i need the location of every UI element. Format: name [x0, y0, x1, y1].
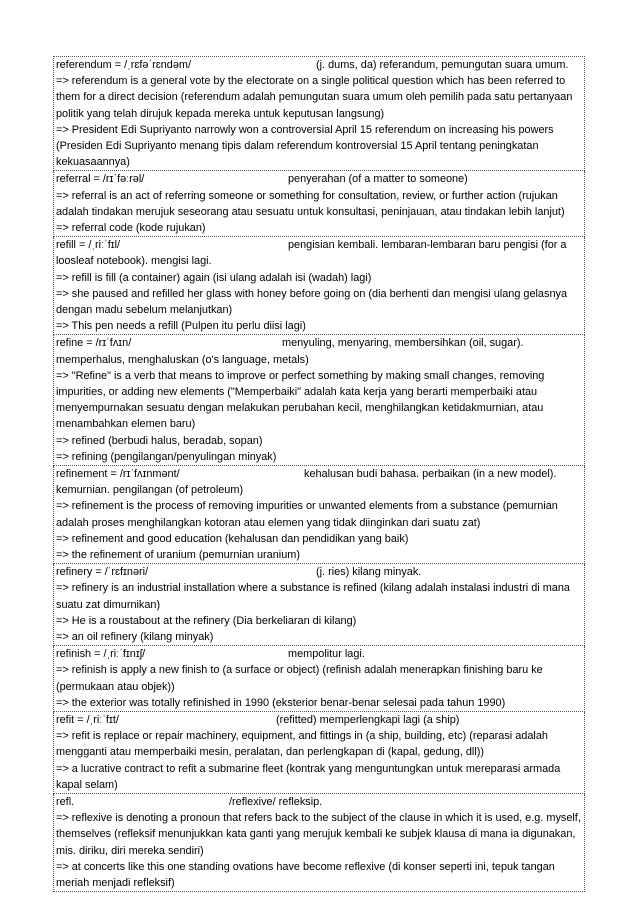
example-line: => the refinement of uranium (pemurnian uranium) [56, 549, 300, 562]
entry-header [56, 57, 582, 73]
entry-refit [53, 712, 585, 794]
headword: refine = /rɪˈfʌɪn/ [56, 337, 132, 350]
headword: refill = /ˌriːˈfɪl/ [56, 239, 121, 252]
definition: pengisian kembali. lembaran-lembaran baru pengisi (for a [288, 239, 567, 252]
definition: penyerahan (of a matter to someone) [288, 173, 468, 186]
entry-header [56, 237, 582, 253]
definition: menyuling, menyaring, membersihkan (oil, sugar). [282, 337, 524, 350]
entry-header [56, 646, 582, 662]
definition: mempolitur lagi. [288, 648, 365, 661]
definition-continuation: memperhalus, menghaluskan (o's language, metals) [56, 353, 309, 366]
example-line: => refill is fill (a container) again (isi ulang adalah isi (wadah) lagi) [56, 271, 372, 284]
example-line: => the exterior was totally refinished in 1990 (eksterior benar-benar selesai pada tahun 1990) [56, 696, 506, 709]
entry-refill [53, 237, 585, 335]
definition: (j. ries) kilang minyak. [316, 566, 422, 579]
example-line: => He is a roustabout at the refinery (Dia berkeliaran di kilang) [56, 614, 357, 627]
headword: referral = /rɪˈfəːrəl/ [56, 173, 145, 186]
example-line: => refinery is an industrial installation where a substance is refined (kilang adalah instalasi industri di mana suatu zat dimurnikan) [56, 582, 570, 611]
entry-header [56, 712, 582, 728]
example-line: => refining (pengilangan/penyulingan minyak) [56, 450, 277, 463]
definition-continuation: loosleaf notebook). mengisi lagi. [56, 255, 212, 268]
headword: refit = /ˌriːˈfɪt/ [56, 714, 119, 727]
dictionary-page [53, 56, 585, 892]
entry-header [56, 794, 582, 810]
headword: refinery = /ˈrɛfɪnəri/ [56, 566, 149, 579]
definition-continuation: kemurnian. pengilangan (of petroleum) [56, 484, 244, 497]
headword: refinish = /ˌriːˈfɪnɪʃ/ [56, 648, 146, 661]
example-line: => referendum is a general vote by the electorate on a single political question which has been referred to them for a direct decision (referendum adalah pemungutan suara umum oleh pemilih pada satu pertanyaan politik yang telah dirujuk kepada mereka untuk keputusan langsung) [56, 75, 573, 120]
example-line: => referral is an act of referring someone or something for consultation, review, or further action (rujukan adalah tindakan merujuk seseorang atau sesuatu untuk konsultasi, peninjauan, atau tindakan lebih lanjut) [56, 189, 565, 218]
example-line: => she paused and refilled her glass with honey before going on (dia berhenti dan mengisi ulang gelasnya dengan madu sebelum melanjutkan) [56, 287, 567, 316]
example-line: => an oil refinery (kilang minyak) [56, 631, 214, 644]
entry-refinery [53, 564, 585, 646]
entry-referral [53, 171, 585, 237]
entry-header [56, 335, 582, 351]
entry-refinish [53, 646, 585, 712]
definition: (refitted) memperlengkapi lagi (a ship) [276, 714, 460, 727]
headword: refl. [56, 796, 75, 809]
entry-header [56, 466, 582, 482]
example-line: => This pen needs a refill (Pulpen itu perlu diisi lagi) [56, 320, 306, 333]
example-line: => "Refine" is a verb that means to improve or perfect something by making small changes, removing impurities, or adding new elements ("Memperbaiki" adalah kata kerja yang berarti memperbaiki atau menyempurnakan sesuatu dengan melakukan perubahan kecil, menghilangkan ketidakmurnian, atau menambahkan elemen baru) [56, 369, 545, 431]
example-line: => reflexive is denoting a pronoun that refers back to the subject of the clause in which it is used, e.g. myself, themselves (refleksif menunjukkan kata ganti yang merujuk kembali ke subjek klausa di mana ia digunakan, mis. diriku, diri mereka sendiri) [56, 812, 581, 857]
example-line: => refinish is apply a new finish to (a surface or object) (refinish adalah menerapkan finishing baru ke (permukaan atau objek)) [56, 664, 543, 693]
definition: kehalusan budi bahasa. perbaikan (in a new model). [304, 468, 557, 481]
headword: referendum = /ˌrɛfəˈrɛndəm/ [56, 59, 191, 71]
entry-referendum [53, 56, 585, 171]
example-line: => President Edi Supriyanto narrowly won a controversial April 15 referendum on increasing his powers (Presiden Edi Supriyanto menang tipis dalam referendum kontroversial 15 April tentang peningkatan kekuasaannya) [56, 123, 554, 169]
entry-header [56, 171, 582, 187]
headword: refinement = /rɪˈfʌɪnmənt/ [56, 468, 180, 481]
entry-refine [53, 335, 585, 466]
entry-refinement [53, 466, 585, 564]
entry-header [56, 564, 582, 580]
example-line: => refined (berbudi halus, beradab, sopan) [56, 434, 263, 447]
example-line: => referral code (kode rujukan) [56, 222, 206, 234]
definition: /reflexive/ refleksip. [229, 796, 323, 809]
example-line: => refinement and good education (kehalusan dan pendidikan yang baik) [56, 532, 409, 545]
example-line: => refinement is the process of removing impurities or unwanted elements from a substance (pemurnian adalah proses menghilangkan kotoran atau elemen yang tidak diinginkan dari suatu zat) [56, 500, 558, 529]
definition: (j. dums, da) referandum, pemungutan suara umum. [316, 59, 569, 71]
example-line: => refit is replace or repair machinery, equipment, and fittings in (a ship, building, etc) (reparasi adalah mengganti atau memperbaiki mesin, peralatan, dan perlengkapan di (kapal, gedung, dll)) [56, 730, 548, 759]
entry-refl [53, 794, 585, 892]
example-line: => at concerts like this one standing ovations have become reflexive (di konser seperti ini, tepuk tangan meriah menjadi refleksif) [56, 860, 555, 890]
example-line: => a lucrative contract to refit a submarine fleet (kontrak yang menguntungkan untuk mereparasi armada kapal selam) [56, 762, 561, 791]
